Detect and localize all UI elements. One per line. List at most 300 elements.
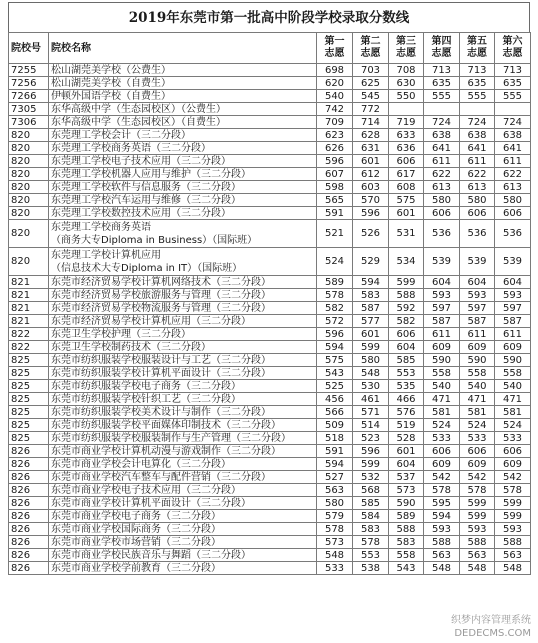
score-choice-3: 576 <box>389 406 424 419</box>
school-code: 7266 <box>9 90 49 103</box>
score-choice-2: 601 <box>353 328 389 341</box>
score-choice-5: 539 <box>460 248 495 276</box>
score-choice-2: 529 <box>353 248 389 276</box>
score-choice-5: 635 <box>460 77 495 90</box>
table-row <box>9 419 531 432</box>
score-choice-6: 587 <box>495 315 531 328</box>
score-choice-1: 524 <box>317 248 353 276</box>
score-choice-2: 548 <box>353 367 389 380</box>
score-choice-3: 550 <box>389 90 424 103</box>
watermark <box>448 613 534 641</box>
school-name <box>49 341 317 354</box>
score-choice-4: 563 <box>424 549 460 562</box>
score-choice-2: 596 <box>353 445 389 458</box>
score-choice-1: 456 <box>317 393 353 406</box>
school-name-line: 东莞理工学校汽车运用与维修（三二分段） <box>51 194 241 206</box>
school-name-line: 东莞卫生学校护理（三二分段） <box>51 328 191 340</box>
school-name-line: 东莞市纺织服装学校服装设计与工艺（三二分段） <box>51 354 271 366</box>
school-code: 825 <box>9 380 49 393</box>
score-choice-4: 713 <box>424 64 460 77</box>
school-code: 7255 <box>9 64 49 77</box>
school-name-line: 东华高级中学（生态园校区）（公费生） <box>51 103 226 115</box>
school-name-line: 东莞市商业学校计算机平面设计（三二分段） <box>51 497 251 509</box>
school-name <box>49 419 317 432</box>
score-choice-6: 590 <box>495 354 531 367</box>
school-code: 821 <box>9 276 49 289</box>
score-choice-2: 601 <box>353 155 389 168</box>
school-name-line: 东莞市纺织服装学校针织工艺（三二分段） <box>51 393 241 405</box>
score-choice-2: 545 <box>353 90 389 103</box>
school-name-line: 伊顿外国语学校（自费生） <box>51 90 171 102</box>
score-choice-3: 534 <box>389 248 424 276</box>
school-name <box>49 77 317 90</box>
score-choice-3: 601 <box>389 207 424 220</box>
score-choice-5: 638 <box>460 129 495 142</box>
score-choice-1: 579 <box>317 510 353 523</box>
score-choice-1: 607 <box>317 168 353 181</box>
score-choice-4: 609 <box>424 458 460 471</box>
score-choice-5: 597 <box>460 302 495 315</box>
score-choice-2: 628 <box>353 129 389 142</box>
score-choice-1: 698 <box>317 64 353 77</box>
watermark-line-1: 织梦内容管理系统 <box>451 615 531 626</box>
score-choice-3: 535 <box>389 380 424 393</box>
score-choice-4: 548 <box>424 562 460 575</box>
header-choice-2: 第二 志愿 <box>353 33 389 64</box>
school-name-line: 东莞市经济贸易学校旅游服务与管理（三二分段） <box>51 289 271 301</box>
score-choice-6: 471 <box>495 393 531 406</box>
school-name-line: 东华高级中学（生态园校区）（自费生） <box>51 116 226 128</box>
table-row <box>9 276 531 289</box>
school-name <box>49 471 317 484</box>
score-choice-2: 603 <box>353 181 389 194</box>
school-name <box>49 380 317 393</box>
school-name-line: 东莞理工学校商务英语（三二分段） <box>51 142 211 154</box>
score-choice-3: 575 <box>389 194 424 207</box>
score-choice-3: 466 <box>389 393 424 406</box>
score-choice-1: 596 <box>317 328 353 341</box>
table-row <box>9 248 531 276</box>
score-choice-1: 527 <box>317 471 353 484</box>
score-choice-4: 587 <box>424 315 460 328</box>
school-code: 826 <box>9 484 49 497</box>
score-choice-4: 724 <box>424 116 460 129</box>
score-choice-5: 713 <box>460 64 495 77</box>
score-choice-4: 604 <box>424 276 460 289</box>
score-choice-5: 580 <box>460 194 495 207</box>
table-row <box>9 445 531 458</box>
score-choice-2: 596 <box>353 207 389 220</box>
score-choice-4: 606 <box>424 445 460 458</box>
school-name <box>49 406 317 419</box>
table-row <box>9 220 531 248</box>
table-row <box>9 458 531 471</box>
score-choice-5: 609 <box>460 458 495 471</box>
school-name <box>49 103 317 116</box>
score-choice-6: 597 <box>495 302 531 315</box>
table-row <box>9 484 531 497</box>
score-choice-3: 519 <box>389 419 424 432</box>
score-choice-4: 558 <box>424 367 460 380</box>
score-choice-3: 553 <box>389 367 424 380</box>
school-name <box>49 523 317 536</box>
school-name <box>49 168 317 181</box>
score-choice-5: 613 <box>460 181 495 194</box>
score-choice-4: 540 <box>424 380 460 393</box>
score-choice-3: 608 <box>389 181 424 194</box>
score-choice-3: 599 <box>389 276 424 289</box>
score-choice-4: 606 <box>424 207 460 220</box>
score-choice-2: 553 <box>353 549 389 562</box>
school-name <box>49 207 317 220</box>
school-name <box>49 484 317 497</box>
score-choice-1: 594 <box>317 341 353 354</box>
table-row <box>9 302 531 315</box>
header-code: 院校号 <box>9 33 49 64</box>
score-choice-1: 620 <box>317 77 353 90</box>
score-choice-1: 565 <box>317 194 353 207</box>
score-choice-4: 611 <box>424 328 460 341</box>
school-code: 825 <box>9 354 49 367</box>
score-choice-1: 742 <box>317 103 353 116</box>
score-choice-6: 555 <box>495 90 531 103</box>
score-choice-3: 543 <box>389 562 424 575</box>
score-choice-1: 533 <box>317 562 353 575</box>
score-choice-4: 555 <box>424 90 460 103</box>
score-choice-1: 543 <box>317 367 353 380</box>
score-choice-1: 623 <box>317 129 353 142</box>
score-choice-2: 585 <box>353 497 389 510</box>
score-choice-5: 724 <box>460 116 495 129</box>
score-choice-3: 537 <box>389 471 424 484</box>
score-choice-3: 589 <box>389 510 424 523</box>
score-choice-6: 558 <box>495 367 531 380</box>
score-choice-6: 580 <box>495 194 531 207</box>
score-choice-4: 471 <box>424 393 460 406</box>
school-name <box>49 220 317 248</box>
score-choice-5: 604 <box>460 276 495 289</box>
school-name-line: 东莞市经济贸易学校计算机网络技术（三二分段） <box>51 276 271 288</box>
table-row <box>9 77 531 90</box>
school-code: 826 <box>9 536 49 549</box>
school-name-line: 东莞市经济贸易学校计算机应用（三二分段） <box>51 315 251 327</box>
score-choice-2: 578 <box>353 536 389 549</box>
score-choice-2: 703 <box>353 64 389 77</box>
score-choice-2: 570 <box>353 194 389 207</box>
score-choice-6: 635 <box>495 77 531 90</box>
score-choice-2: 625 <box>353 77 389 90</box>
school-code: 820 <box>9 129 49 142</box>
score-choice-3: 719 <box>389 116 424 129</box>
school-code: 825 <box>9 432 49 445</box>
school-name-line: 东莞市商业学校国际商务（三二分段） <box>51 523 221 535</box>
score-choice-6: 540 <box>495 380 531 393</box>
score-choice-4: 593 <box>424 523 460 536</box>
school-name <box>49 181 317 194</box>
score-choice-6: 611 <box>495 328 531 341</box>
school-name-line: 东莞理工学校电子技术应用（三二分段） <box>51 155 231 167</box>
score-choice-2: 631 <box>353 142 389 155</box>
school-code: 820 <box>9 207 49 220</box>
table-row <box>9 181 531 194</box>
table-row <box>9 64 531 77</box>
table-row <box>9 129 531 142</box>
table-row <box>9 328 531 341</box>
score-choice-4: 542 <box>424 471 460 484</box>
score-choice-6: 713 <box>495 64 531 77</box>
table-row <box>9 207 531 220</box>
table-row <box>9 549 531 562</box>
school-name-line: 松山湖莞美学校（自费生） <box>51 77 171 89</box>
score-choice-4: 580 <box>424 194 460 207</box>
score-choice-2: 514 <box>353 419 389 432</box>
score-choice-1: 573 <box>317 536 353 549</box>
school-name-line: 东莞市商业学校计算机动漫与游戏制作（三二分段） <box>51 445 281 457</box>
score-choice-4: 588 <box>424 536 460 549</box>
score-choice-1: 591 <box>317 445 353 458</box>
score-choice-2: 594 <box>353 276 389 289</box>
score-choice-6: 548 <box>495 562 531 575</box>
school-name <box>49 497 317 510</box>
header-name: 院校名称 <box>49 33 317 64</box>
score-choice-5: 533 <box>460 432 495 445</box>
header-choice-5: 第五 志愿 <box>460 33 495 64</box>
school-name-line: 东莞市纺织服装学校电子商务（三二分段） <box>51 380 241 392</box>
header-choice-4: 第四 志愿 <box>424 33 460 64</box>
score-choice-1: 709 <box>317 116 353 129</box>
score-choice-1: 548 <box>317 549 353 562</box>
school-code: 826 <box>9 458 49 471</box>
school-code: 820 <box>9 142 49 155</box>
score-choice-5: 622 <box>460 168 495 181</box>
score-choice-1: 591 <box>317 207 353 220</box>
table-row <box>9 103 531 116</box>
table-row <box>9 562 531 575</box>
school-name-line: 东莞理工学校商务英语 <box>51 221 151 233</box>
school-name <box>49 458 317 471</box>
score-choice-3: 583 <box>389 536 424 549</box>
score-choice-6 <box>495 103 531 116</box>
school-code: 820 <box>9 194 49 207</box>
score-choice-4: 578 <box>424 484 460 497</box>
score-sheet <box>8 2 530 575</box>
score-choice-4: 613 <box>424 181 460 194</box>
score-choice-1: 580 <box>317 497 353 510</box>
score-choice-6: 578 <box>495 484 531 497</box>
score-choice-4: 594 <box>424 510 460 523</box>
score-choice-1: 575 <box>317 354 353 367</box>
school-code: 826 <box>9 510 49 523</box>
school-name <box>49 445 317 458</box>
score-choice-4: 539 <box>424 248 460 276</box>
table-row <box>9 289 531 302</box>
score-choice-5: 524 <box>460 419 495 432</box>
school-code: 822 <box>9 328 49 341</box>
table-row <box>9 142 531 155</box>
score-choice-3: 636 <box>389 142 424 155</box>
score-choice-2: 599 <box>353 341 389 354</box>
school-code: 820 <box>9 181 49 194</box>
school-name <box>49 549 317 562</box>
school-name-line: 东莞市商业学校汽车整车与配件营销（三二分段） <box>51 471 271 483</box>
score-choice-3: 708 <box>389 64 424 77</box>
table-row <box>9 194 531 207</box>
score-choice-5: 581 <box>460 406 495 419</box>
score-choice-3: 582 <box>389 315 424 328</box>
school-name <box>49 315 317 328</box>
score-choice-6: 606 <box>495 207 531 220</box>
school-name-line: 东莞理工学校计算机应用 <box>51 249 161 261</box>
score-choice-2: 612 <box>353 168 389 181</box>
school-code: 821 <box>9 315 49 328</box>
score-choice-6: 638 <box>495 129 531 142</box>
score-choice-5: 558 <box>460 367 495 380</box>
score-choice-5: 606 <box>460 445 495 458</box>
score-choice-5: 588 <box>460 536 495 549</box>
score-choice-1: 566 <box>317 406 353 419</box>
score-choice-2: 568 <box>353 484 389 497</box>
score-choice-6: 613 <box>495 181 531 194</box>
school-name-line: 东莞市纺织服装学校计算机平面设计（三二分段） <box>51 367 271 379</box>
score-choice-1: 572 <box>317 315 353 328</box>
school-name-line: 东莞市商业学校电子技术应用（三二分段） <box>51 484 241 496</box>
school-name-line: 东莞市商业学校学前教育（三二分段） <box>51 562 221 574</box>
score-choice-4: 635 <box>424 77 460 90</box>
score-choice-1: 578 <box>317 523 353 536</box>
score-choice-1: 594 <box>317 458 353 471</box>
score-choice-4 <box>424 103 460 116</box>
school-name-line: 东莞市商业学校会计电算化（三二分段） <box>51 458 231 470</box>
score-choice-1: 540 <box>317 90 353 103</box>
score-choice-5: 599 <box>460 497 495 510</box>
table-row <box>9 315 531 328</box>
score-choice-4: 597 <box>424 302 460 315</box>
score-choice-3: 590 <box>389 497 424 510</box>
school-name <box>49 302 317 315</box>
score-choice-5 <box>460 103 495 116</box>
score-choice-3: 528 <box>389 432 424 445</box>
score-choice-2: 587 <box>353 302 389 315</box>
header-choice-6: 第六 志愿 <box>495 33 531 64</box>
school-name-line: 东莞理工学校会计（三二分段） <box>51 129 191 141</box>
score-choice-1: 518 <box>317 432 353 445</box>
score-choice-3: 601 <box>389 445 424 458</box>
score-choice-3: 558 <box>389 549 424 562</box>
school-code: 821 <box>9 289 49 302</box>
score-choice-4: 581 <box>424 406 460 419</box>
table-row <box>9 168 531 181</box>
score-choice-2: 571 <box>353 406 389 419</box>
score-choice-3: 592 <box>389 302 424 315</box>
school-code: 822 <box>9 341 49 354</box>
school-name-line: 东莞市纺织服装学校服装制作与生产管理（三二分段） <box>51 432 291 444</box>
table-row <box>9 536 531 549</box>
table-row <box>9 497 531 510</box>
table-row <box>9 406 531 419</box>
school-name <box>49 64 317 77</box>
school-name-line: 东莞市商业学校市场营销（三二分段） <box>51 536 221 548</box>
score-choice-6: 606 <box>495 445 531 458</box>
table-row <box>9 155 531 168</box>
score-choice-4: 622 <box>424 168 460 181</box>
score-choice-2: 714 <box>353 116 389 129</box>
table-row <box>9 367 531 380</box>
table-row <box>9 393 531 406</box>
score-choice-2: 772 <box>353 103 389 116</box>
score-choice-2: 580 <box>353 354 389 367</box>
school-name <box>49 248 317 276</box>
score-choice-4: 590 <box>424 354 460 367</box>
score-choice-6: 542 <box>495 471 531 484</box>
school-code: 825 <box>9 406 49 419</box>
school-name <box>49 510 317 523</box>
school-code: 7306 <box>9 116 49 129</box>
score-table <box>8 32 531 575</box>
score-choice-3: 606 <box>389 328 424 341</box>
page-title: 2019年东莞市第一批高中阶段学校录取分数线 <box>8 2 530 32</box>
score-choice-5: 471 <box>460 393 495 406</box>
score-choice-1: 596 <box>317 155 353 168</box>
table-row <box>9 510 531 523</box>
table-row <box>9 432 531 445</box>
school-name <box>49 393 317 406</box>
score-choice-5: 590 <box>460 354 495 367</box>
score-choice-5: 578 <box>460 484 495 497</box>
score-choice-2: 583 <box>353 523 389 536</box>
school-name <box>49 116 317 129</box>
score-choice-3: 617 <box>389 168 424 181</box>
score-choice-4: 638 <box>424 129 460 142</box>
score-choice-5: 611 <box>460 155 495 168</box>
score-choice-6: 593 <box>495 523 531 536</box>
score-choice-3: 633 <box>389 129 424 142</box>
school-name <box>49 155 317 168</box>
score-choice-1: 525 <box>317 380 353 393</box>
score-choice-6: 599 <box>495 497 531 510</box>
score-choice-2: 538 <box>353 562 389 575</box>
school-code: 826 <box>9 549 49 562</box>
score-choice-1: 563 <box>317 484 353 497</box>
school-name-line: 东莞卫生学校制药技术（三二分段） <box>51 341 211 353</box>
school-name-line: （商务大专Diploma in Business）（国际班） <box>51 234 258 246</box>
score-choice-1: 598 <box>317 181 353 194</box>
school-name-line: 东莞市纺织服装学校平面媒体印制技术（三二分段） <box>51 419 281 431</box>
score-choice-4: 595 <box>424 497 460 510</box>
score-choice-3: 588 <box>389 289 424 302</box>
school-code: 820 <box>9 248 49 276</box>
score-choice-2: 530 <box>353 380 389 393</box>
score-choice-1: 582 <box>317 302 353 315</box>
score-choice-3: 588 <box>389 523 424 536</box>
score-choice-5: 599 <box>460 510 495 523</box>
school-code: 7305 <box>9 103 49 116</box>
score-choice-5: 548 <box>460 562 495 575</box>
score-choice-4: 533 <box>424 432 460 445</box>
school-name-line: 东莞市商业学校民族音乐与舞蹈（三二分段） <box>51 549 251 561</box>
score-choice-1: 626 <box>317 142 353 155</box>
score-choice-6: 599 <box>495 510 531 523</box>
score-choice-3: 531 <box>389 220 424 248</box>
score-choice-3: 585 <box>389 354 424 367</box>
school-name-line: 东莞市商业学校电子商务（三二分段） <box>51 510 221 522</box>
school-name <box>49 129 317 142</box>
header-choice-1: 第一 志愿 <box>317 33 353 64</box>
school-name-line: 东莞市经济贸易学校物流服务与管理（三二分段） <box>51 302 271 314</box>
score-choice-5: 587 <box>460 315 495 328</box>
score-choice-3: 604 <box>389 458 424 471</box>
score-choice-6: 533 <box>495 432 531 445</box>
score-choice-3 <box>389 103 424 116</box>
